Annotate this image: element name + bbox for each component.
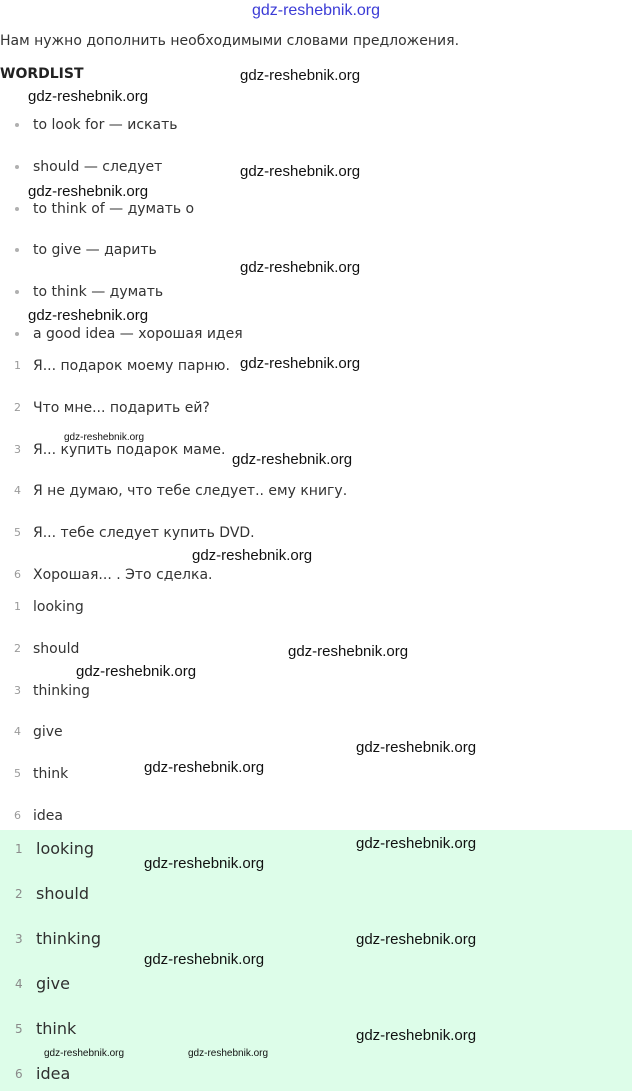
bullet-icon xyxy=(15,207,19,211)
watermark-top: gdz-reshebnik.org xyxy=(251,2,381,19)
watermark: gdz-reshebnik.org xyxy=(28,307,149,324)
wordlist-title: WORDLIST xyxy=(0,66,84,82)
watermark: gdz-reshebnik.org xyxy=(356,739,477,756)
watermark: gdz-reshebnik.org xyxy=(356,931,477,948)
watermark: gdz-reshebnik.org xyxy=(240,163,361,180)
watermark: gdz-reshebnik.org xyxy=(240,67,361,84)
watermark: gdz-reshebnik.org xyxy=(240,355,361,372)
watermark: gdz-reshebnik.org xyxy=(144,759,265,776)
watermark: gdz-reshebnik.org xyxy=(144,951,265,968)
watermark: gdz-reshebnik.org xyxy=(28,88,149,105)
watermark: gdz-reshebnik.org xyxy=(64,432,145,443)
answer-highlight-box: 1 looking 2 should 3 thinking 4 give 5 think 6 idea xyxy=(0,830,632,1091)
watermark: gdz-reshebnik.org xyxy=(144,855,265,872)
watermark: gdz-reshebnik.org xyxy=(28,183,149,200)
watermark: gdz-reshebnik.org xyxy=(44,1048,125,1059)
task-instruction: Нам нужно дополнить необходимыми словами предложения. xyxy=(0,33,460,49)
watermark: gdz-reshebnik.org xyxy=(356,1027,477,1044)
watermark: gdz-reshebnik.org xyxy=(288,643,409,660)
bullet-icon xyxy=(15,123,19,127)
watermark: gdz-reshebnik.org xyxy=(240,259,361,276)
watermark: gdz-reshebnik.org xyxy=(356,835,477,852)
watermark: gdz-reshebnik.org xyxy=(192,547,313,564)
bullet-icon xyxy=(15,165,19,169)
bullet-icon xyxy=(15,332,19,336)
watermark: gdz-reshebnik.org xyxy=(76,663,197,680)
bullet-icon xyxy=(15,290,19,294)
watermark: gdz-reshebnik.org xyxy=(188,1048,269,1059)
bullet-icon xyxy=(15,248,19,252)
watermark: gdz-reshebnik.org xyxy=(232,451,353,468)
